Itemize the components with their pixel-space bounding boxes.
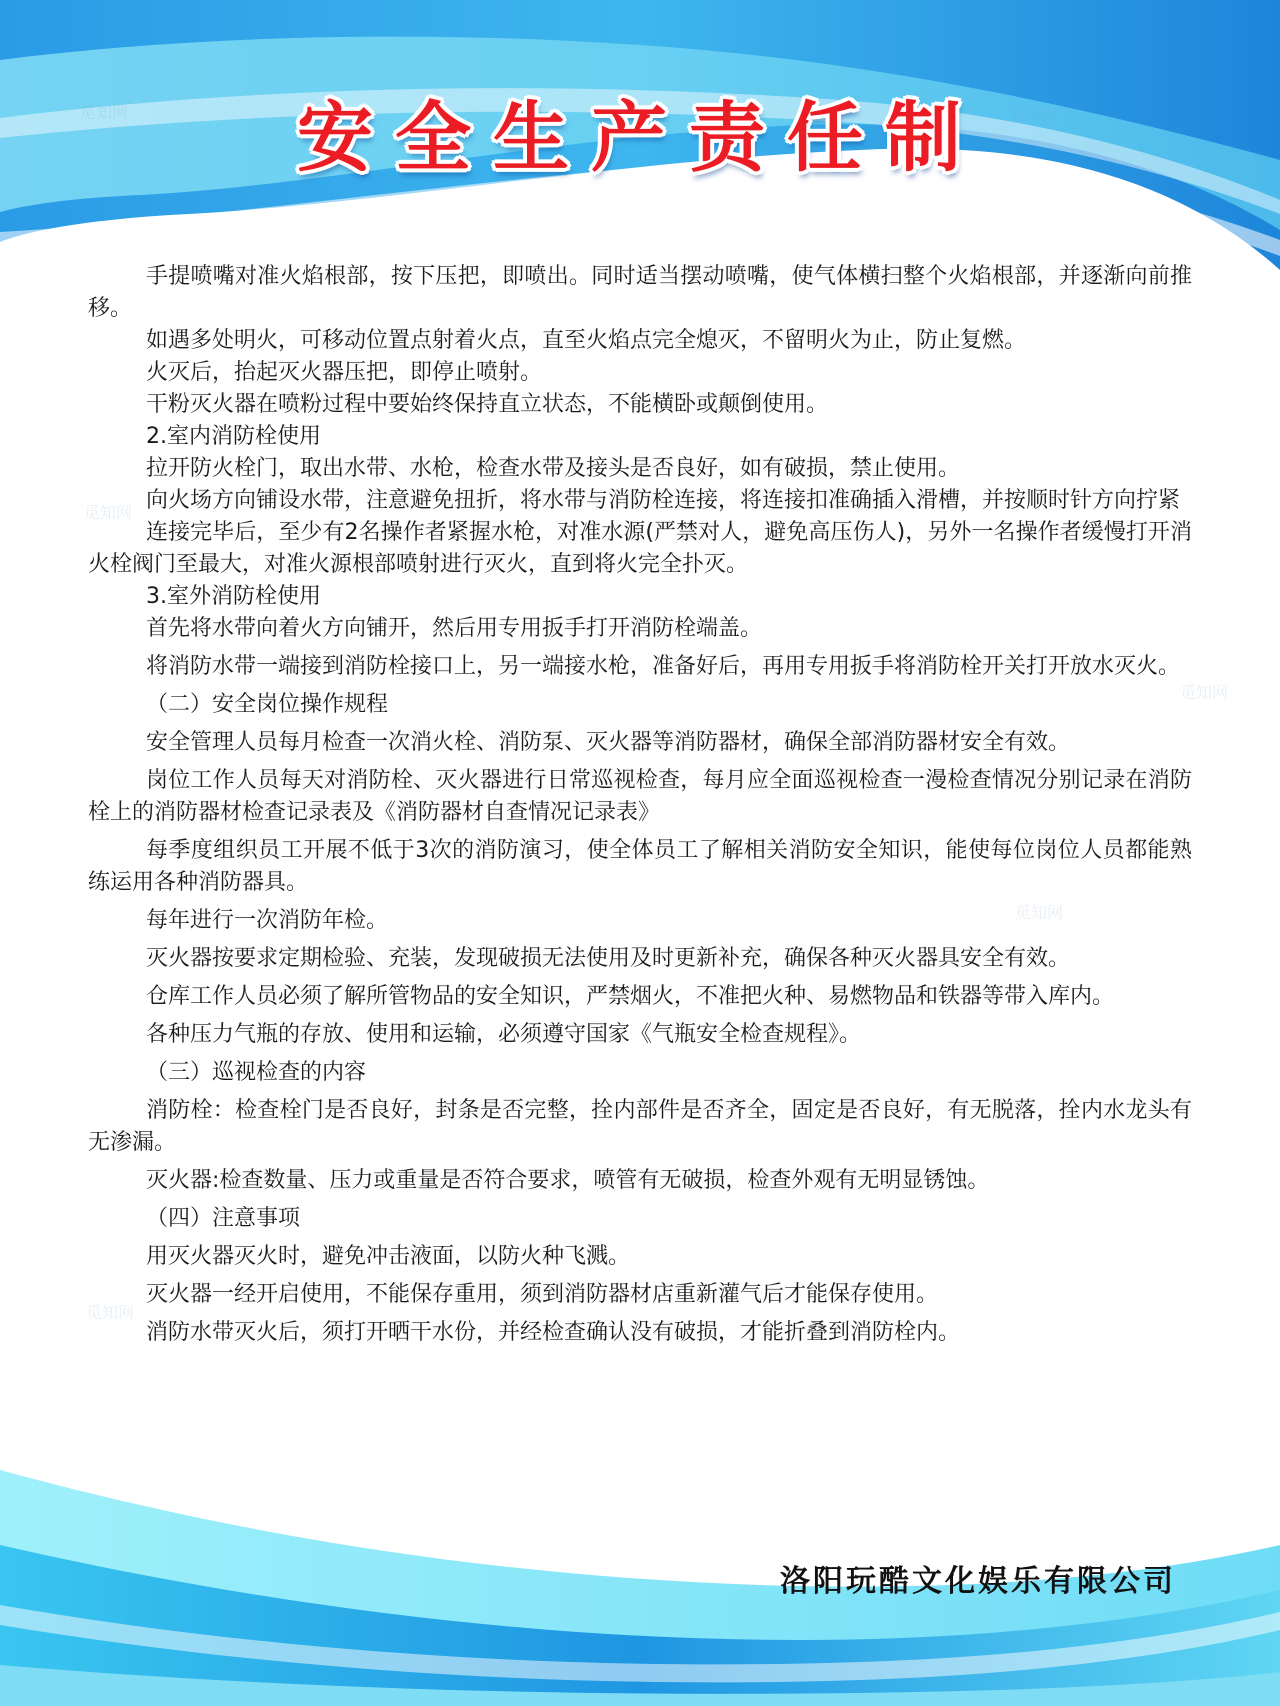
paragraph: 灭火器一经开启使用，不能保存重用，须到消防器材店重新灌气后才能保存使用。 (146, 1282, 939, 1307)
watermark: 觅知网 (1180, 683, 1229, 702)
section-heading: 2.室内消防栓使用 (146, 424, 321, 449)
paragraph: 首先将水带向着火方向铺开，然后用专用扳手打开消防栓端盖。 (146, 616, 763, 641)
watermark: 觅知网 (1010, 105, 1059, 124)
paragraph: 火灭后，抬起灭火器压把，即停止喷射。 (146, 360, 543, 385)
watermark: 觅知网 (86, 1303, 135, 1322)
paragraph: 干粉灭火器在喷粉过程中要始终保持直立状态，不能横卧或颠倒使用。 (146, 392, 829, 417)
paragraph: 拉开防火栓门，取出水带、水枪，检查水带及接头是否良好，如有破损，禁止使用。 (146, 456, 961, 481)
paragraph: 各种压力气瓶的存放、使用和运输，必须遵守国家《气瓶安全检查规程》。 (146, 1022, 862, 1047)
paragraph: 消防栓：检查栓门是否良好，封条是否完整，拴内部件是否齐全，固定是否良好，有无脱落，拴内水龙头有无渗漏。 (88, 1098, 1192, 1155)
paragraph: 手提喷嘴对准火焰根部，按下压把，即喷出。同时适当摆动喷嘴，使气体横扫整个火焰根部，并逐渐向前推移。 (88, 264, 1192, 321)
paragraph: 灭火器按要求定期检验、充装，发现破损无法使用及时更新补充，确保各种灭火器具安全有效。 (146, 946, 1071, 971)
paragraph: 每年进行一次消防年检。 (146, 908, 389, 933)
page-title: 安全生产责任制 (297, 93, 983, 182)
paragraph: 仓库工作人员必须了解所管物品的安全知识，严禁烟火，不准把火种、易燃物品和铁器等带入库内。 (146, 984, 1115, 1009)
section-heading: （四）注意事项 (146, 1206, 301, 1231)
paragraph: 如遇多处明火，可移动位置点射着火点，直至火焰点完全熄灭，不留明火为止，防止复燃。 (146, 328, 1027, 353)
watermark: 觅知网 (1015, 903, 1064, 922)
paragraph: 每季度组织员工开展不低于3次的消防演习，使全体员工了解相关消防安全知识，能使每位岗位人员都能熟练运用各种消防器具。 (88, 838, 1192, 895)
section-heading: （三）巡视检查的内容 (146, 1060, 367, 1085)
paragraph: 岗位工作人员每天对消防栓、灭火器进行日常巡视检查，每月应全面巡视检查一漫检查情况分别记录在消防栓上的消防器材检查记录表及《消防器材自查情况记录表》 (88, 768, 1192, 825)
document-body (88, 261, 1192, 1349)
watermark: 觅知网 (80, 103, 129, 122)
section-heading: （二）安全岗位操作规程 (146, 692, 389, 717)
watermark: 觅知网 (84, 503, 133, 522)
paragraph: 连接完毕后，至少有2名操作者紧握水枪，对准水源(严禁对人，避免高压伤人)，另外一名操作者缓慢打开消火栓阀门至最大，对准火源根部喷射进行灭火，直到将火完全扑灭。 (88, 520, 1192, 577)
paragraph: 将消防水带一端接到消防栓接口上，另一端接水枪，准备好后，再用专用扳手将消防栓开关打开放水灭火。 (146, 654, 1181, 679)
paragraph: 安全管理人员每月检查一次消火栓、消防泵、灭火器等消防器材，确保全部消防器材安全有效。 (146, 730, 1071, 755)
paragraph: 向火场方向铺设水带，注意避免扭折，将水带与消防栓连接，将连接扣准确插入滑槽，并按顺时针方向拧紧 (146, 488, 1181, 513)
section-heading: 3.室外消防栓使用 (146, 584, 321, 609)
company-name: 洛阳玩酷文化娱乐有限公司 (780, 1564, 1176, 1599)
paragraph: 消防水带灭火后，须打开晒干水份，并经检查确认没有破损，才能折叠到消防栓内。 (146, 1320, 961, 1345)
paragraph: 用灭火器灭火时，避免冲击液面，以防火种飞溅。 (146, 1244, 631, 1269)
paragraph: 灭火器:检查数量、压力或重量是否符合要求，喷管有无破损，检查外观有无明显锈蚀。 (146, 1168, 990, 1193)
